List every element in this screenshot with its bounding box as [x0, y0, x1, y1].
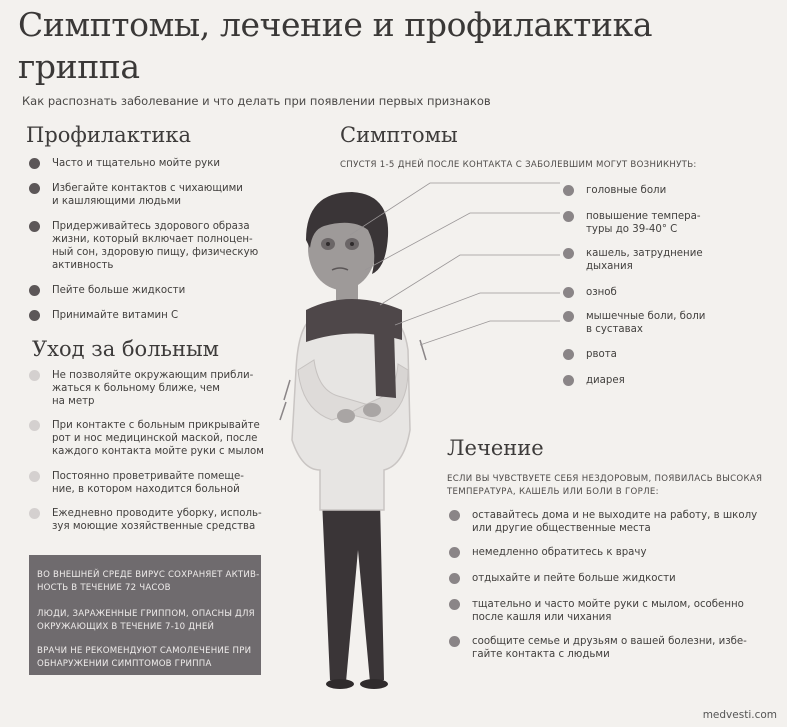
prevention-item	[52, 157, 220, 170]
bullet-dot-icon	[29, 508, 40, 519]
symptom-item	[586, 310, 705, 336]
symptom-item	[586, 374, 625, 387]
prevention-item	[52, 182, 243, 208]
bullet-dot-icon	[563, 185, 574, 196]
bullet-dot-icon	[563, 248, 574, 259]
prevention-item-text: Пейте больше жидкости	[52, 285, 186, 296]
treatment-item-text: отдыхайте и пейте больше жидкости	[472, 573, 676, 584]
treatment-item-text: оставайтесь дома и не выходите на работу, в школу или другие общественные места	[472, 510, 758, 534]
treatment-item-text: немедленно обратитесь к врачу	[472, 547, 647, 558]
connector-line	[420, 321, 560, 345]
symptom-item-text: повышение темпера- туры до 39-40° С	[586, 211, 701, 235]
bullet-dot-icon	[449, 599, 460, 610]
treatment-item	[472, 635, 747, 661]
care-heading: Уход за больным	[32, 337, 220, 361]
treatment-intro: ЕСЛИ ВЫ ЧУВСТВУЕТЕ СЕБЯ НЕЗДОРОВЫМ, ПОЯВИЛАСЬ ВЫСОКАЯ ТЕМПЕРАТУРА, КАШЕЛЬ ИЛИ БОЛИ В ГОРЛЕ:	[447, 474, 763, 497]
bullet-dot-icon	[29, 370, 40, 381]
source-credit: medvesti.com	[702, 709, 777, 721]
prevention-item-text: Часто и тщательно мойте руки	[52, 158, 220, 169]
care-item-text: При контакте с больным прикрывайте рот и нос медицинской маской, после каждого контакта мойте руки с мылом	[52, 420, 264, 457]
pupil-icon	[326, 242, 330, 246]
symptom-item-text: мышечные боли, боли в суставах	[586, 311, 706, 335]
symptom-connector-lines	[340, 175, 600, 395]
bullet-dot-icon	[29, 221, 40, 232]
treatment-item	[472, 509, 757, 535]
bullet-dot-icon	[563, 211, 574, 222]
connector-line	[350, 183, 560, 235]
symptom-item	[586, 286, 617, 299]
bullet-dot-icon	[29, 158, 40, 169]
symptom-item	[586, 348, 617, 361]
symptom-item-text: рвота	[586, 349, 617, 360]
symptom-item	[586, 247, 703, 273]
connector-line	[380, 255, 560, 305]
connector-line	[365, 213, 560, 270]
bullet-dot-icon	[29, 183, 40, 194]
pants-shape	[322, 500, 384, 682]
info-box	[29, 555, 261, 675]
treatment-item-text: тщательно и часто мойте руки с мылом, особенно после кашля или чихания	[472, 599, 744, 623]
shoe-icon	[326, 679, 354, 689]
symptoms-intro: СПУСТЯ 1-5 ДНЕЙ ПОСЛЕ КОНТАКТА С ЗАБОЛЕВШИМ МОГУТ ВОЗНИКНУТЬ:	[340, 160, 697, 170]
symptom-item-text: диарея	[586, 375, 625, 386]
care-item	[52, 507, 262, 533]
prevention-item-text: Придерживайтесь здорового образа жизни, который включает полноцен- ный сон, здоровую пищу, физическую активность	[52, 221, 259, 271]
bullet-dot-icon	[29, 285, 40, 296]
connector-line	[395, 293, 560, 325]
info-box-fact: ВРАЧИ НЕ РЕКОМЕНДУЮТ САМОЛЕЧЕНИЕ ПРИ ОБНАРУЖЕНИИ СИМПТОМОВ ГРИППА	[37, 646, 252, 669]
bullet-dot-icon	[449, 636, 460, 647]
symptom-item	[586, 210, 701, 236]
care-item	[52, 419, 264, 458]
info-box-fact: ВО ВНЕШНЕЙ СРЕДЕ ВИРУС СОХРАНЯЕТ АКТИВ- НОСТЬ В ТЕЧЕНИЕ 72 ЧАСОВ	[37, 570, 260, 593]
prevention-heading: Профилактика	[26, 123, 192, 147]
bullet-dot-icon	[449, 510, 460, 521]
care-item	[52, 470, 244, 496]
bullet-dot-icon	[29, 471, 40, 482]
treatment-item-text: сообщите семье и друзьям о вашей болезни, избе- гайте контакта с людьми	[472, 636, 747, 660]
symptom-item	[586, 184, 666, 197]
prevention-item	[52, 309, 178, 322]
prevention-item	[52, 220, 258, 272]
prevention-item	[52, 284, 185, 297]
bullet-dot-icon	[563, 375, 574, 386]
hand-icon	[363, 403, 381, 417]
bullet-dot-icon	[563, 311, 574, 322]
bullet-dot-icon	[449, 547, 460, 558]
bullet-dot-icon	[563, 287, 574, 298]
care-item-text: Постоянно проветривайте помеще- ние, в котором находится больной	[52, 471, 244, 495]
page-subtitle: Как распознать заболевание и что делать при появлении первых признаков	[22, 94, 491, 108]
bullet-dot-icon	[29, 310, 40, 321]
page-title-line-2: гриппа	[18, 47, 140, 86]
treatment-item	[472, 546, 646, 559]
bullet-dot-icon	[563, 349, 574, 360]
bullet-dot-icon	[29, 420, 40, 431]
prevention-item-text: Принимайте витамин С	[52, 310, 179, 321]
info-box-fact: ЛЮДИ, ЗАРАЖЕННЫЕ ГРИППОМ, ОПАСНЫ ДЛЯ ОКРУЖАЮЩИХ В ТЕЧЕНИЕ 7-10 ДНЕЙ	[37, 609, 255, 632]
care-item-text: Не позволяйте окружающим прибли- жаться к больному ближе, чем на метр	[52, 370, 254, 407]
treatment-item	[472, 572, 676, 585]
prevention-item-text: Избегайте контактов с чихающими и кашляющими людьми	[52, 183, 243, 207]
care-item-text: Ежедневно проводите уборку, исполь- зуя моющие хозяйственные средства	[52, 508, 262, 532]
treatment-heading: Лечение	[447, 436, 544, 460]
symptoms-heading: Симптомы	[340, 123, 458, 147]
treatment-item	[472, 598, 744, 624]
symptom-item-text: головные боли	[586, 185, 667, 196]
symptom-item-text: озноб	[586, 287, 617, 298]
care-item	[52, 369, 253, 408]
bullet-dot-icon	[449, 573, 460, 584]
shoe-icon	[360, 679, 388, 689]
symptom-item-text: кашель, затруднение дыхания	[586, 248, 703, 272]
hand-icon	[337, 409, 355, 423]
page-title-line-1: Симптомы, лечение и профилактика	[18, 5, 653, 44]
shiver-lines-icon	[280, 380, 290, 420]
